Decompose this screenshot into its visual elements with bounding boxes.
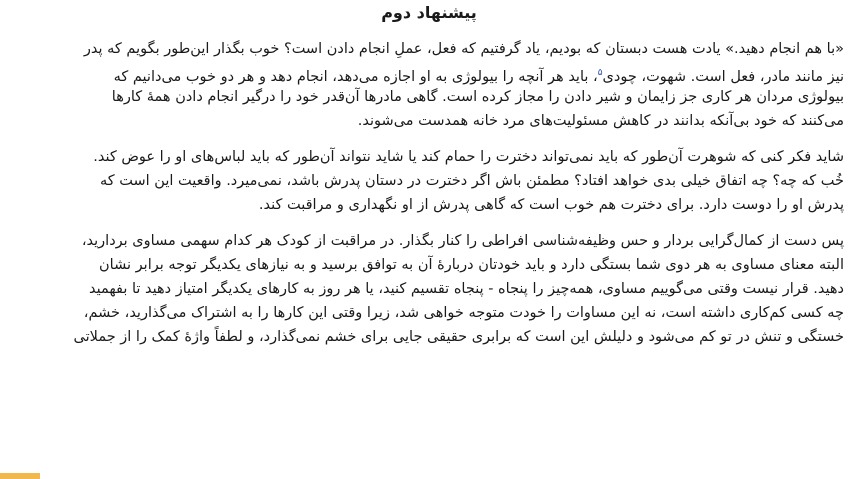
paragraph-3-line-2: البته معنای مساوی به هر دوی شما بستگی دارد و باید خودتان دربارهٔ آن به توافق برسید و به نیازهای یکدیگر توجه برابر نشان (99, 257, 844, 273)
section-heading: پیشنهاد دوم (381, 3, 477, 22)
paragraph-1-line-3: بیولوژی مردان هر کاری جز زایمان و شیر دادن را مجاز کرده است. گاهی مادرها آن‌قدر خود را درگیر انجام دادن همهٔ کارها (111, 89, 844, 105)
paragraph-2-line-1: شاید فکر کنی که شوهرت آن‌طور که باید نمی‌تواند دخترت را حمام کند یا شاید نتواند آن‌طور که باید لباس‌های او را عوض کند. (93, 149, 844, 165)
paragraph-3-line-4: چه کسی کم‌کاری داشته است، نه این مساوات را خودت متوجه خواهی شد، زیرا وقتی این کارها را به اشتراک می‌گذارید، خشم، (83, 305, 844, 321)
paragraph-1-line-4: می‌کنند که خود بی‌آنکه بدانند در کاهش مسئولیت‌های مرد خانه همدست می‌شوند. (357, 113, 844, 129)
footnote-marker[interactable]: ۵ (597, 68, 603, 78)
paragraph-1-line-2: نیز مانند مادر، فعل است. شهوت، چودی$^۵$، باید هر آنچه را بیولوژی به او اجازه می‌دهد، انجام دهد و هر دو خوب می‌دانیم که (113, 68, 844, 85)
paragraph-1-line-1: «با هم انجام دهید.» یادت هست دبستان که بودیم، یاد گرفتیم که فعل، عملِ انجام دادن است؟ خوب بگذار این‌طور بگویم که پدر (83, 41, 844, 57)
paragraph-3-line-1: پس دست از کمال‌گرایی بردار و حس وظیفه‌شناسی افراطی را کنار بگذار. در مراقبت از کودک هر کدام سهمی مساوی بردارید، (81, 233, 844, 249)
paragraph-3-line-3: دهید. قرار نیست وقتی می‌گوییم مساوی، همه‌چیز را پنجاه - پنجاه تقسیم کنید، یا هر روز به کارهای یکدیگر امتیاز دهید تا بفهمید (88, 281, 844, 297)
paragraph-2-line-2: خُب که چه؟ چه اتفاق خیلی بدی خواهد افتاد؟ مطمئن باش اگر دخترت در دستان پدرش باشد، نمی‌میرد. واقعیت این است که (100, 173, 844, 189)
paragraph-2-line-3: پدرش او را دوست دارد. برای دخترت هم خوب است که گاهی پدرش از او نگهداری و مراقبت کند. (258, 197, 844, 213)
paragraph-3-line-5: خستگی و تنش در تو کم می‌شود و دلیلش این است که برابری حقیقی جایی برای خشم نمی‌گذارد، و لطفاً واژهٔ کمک را از جملاتی (73, 329, 844, 345)
page-corner-marker (0, 473, 40, 479)
